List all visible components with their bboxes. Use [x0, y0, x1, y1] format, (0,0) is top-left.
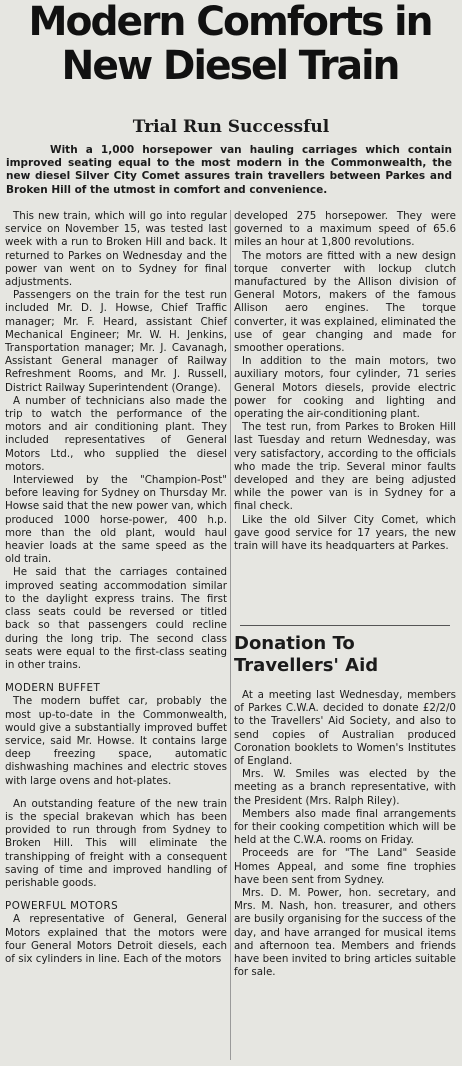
article-paragraph: The motors are fitted with a new design torque converter with lockup clutch manufactured by the Allison division of General Motors, makers of the famous Allison aero engines. The torque converter, it was explained, eliminated the use of gear changing and made for smoother operations. — [234, 249, 456, 355]
article-paragraph: In addition to the main motors, two auxiliary motors, four cylinder, 71 series General Motors diesels, provide electric power for cooking and lighting and operating the air-conditioning plant. — [234, 355, 456, 421]
section-heading-buffet: MODERN BUFFET — [5, 682, 101, 695]
donation-paragraph: Proceeds are for "The Land" Seaside Homes Appeal, and some fine trophies have been sent from Sydney. — [234, 847, 456, 886]
article-paragraph: An outstanding feature of the new train is the special brakevan which has been provided to run through from Sydney to Broken Hill. This will eliminate the transhipping of freight with a consequent saving of time and improved handling of perishable goods. — [5, 797, 227, 889]
donation-article — [234, 633, 456, 979]
divider-rule — [240, 625, 450, 626]
donation-paragraph: Mrs. D. M. Power, hon. secretary, and Mrs. M. Nash, hon. treasurer, and others are busily organising for the success of the day, and have arranged for musical items and afternoon tea. Members and friends have been invited to bring articles suitable for sale. — [234, 887, 456, 979]
headline — [9, 0, 452, 88]
donation-title — [234, 633, 456, 677]
column-divider — [230, 210, 231, 1060]
article-paragraph: A number of technicians also made the trip to watch the performance of the motors and air conditioning plant. They included representatives of General Motors Ltd., who supplied the diesel motors. — [5, 394, 227, 473]
subheadline: Trial Run Successful — [132, 117, 330, 137]
article-paragraph: He said that the carriages contained improved seating accommodation similar to the daylight express trains. The first class seats could be reversed or titled back so that passengers could recline during the long trip. The second class seats were equal to the first-class seating in other trains. — [5, 566, 227, 671]
donation-paragraph: Members also made final arrangements for their cooking competition which will be held at the C.W.A. rooms on Friday. — [234, 807, 456, 847]
donation-title-line-1: Donation To — [234, 633, 355, 654]
article-paragraph: Interviewed by the "Champion-Post" before leaving for Sydney on Thursday Mr. Howse said that the new power van, which produced 1000 horse-power, 400 h.p. more than the old plant, would haul heavier loads at the same speed as the old train. — [5, 474, 227, 566]
article-paragraph: Like the old Silver City Comet, which gave good service for 17 years, the new train will have its headquarters at Parkes. — [234, 513, 456, 553]
donation-body — [234, 689, 456, 979]
section-heading-motors: POWERFUL MOTORS — [5, 900, 119, 913]
donation-paragraph: At a meeting last Wednesday, members of Parkes C.W.A. decided to donate £2/2/0 to the Travellers' Aid Society, and also to send copies of Australian produced Coronation booklets to Women's Institutes of England. — [234, 689, 456, 768]
right-column — [234, 210, 456, 553]
article-paragraph: Passengers on the train for the test run included Mr. D. J. Howse, Chief Traffic manager; Mr. F. Heard, assistant Chief Mechanical Engineer; Mr. W. H. Jenkins, Transportation manager; Mr. J. Cavanagh, Assistant General manager of Railway Refreshment Rooms, and Mr. J. Russell, District Railway Superintendent (Orange). — [5, 289, 227, 394]
headline-line-2: New Diesel Train — [61, 43, 399, 89]
intro-text: With a 1,000 horsepower van hauling carriages which contain improved seating equal to the most modern in the Commonwealth, the new diesel Silver City Comet assures train travellers between Parkes and Broken Hill of the utmost in comfort and convenience. — [6, 144, 452, 196]
left-column — [5, 210, 227, 966]
article-paragraph: This new train, which will go into regular service on November 15, was tested last week with a run to Broken Hill and back. It returned to Parkes on Wednesday and the power van went on to Sydney for final adjustments. — [5, 210, 227, 289]
headline-line-1: Modern Comforts in — [28, 0, 432, 45]
article-paragraph: developed 275 horsepower. They were governed to a maximum speed of 65.6 miles an hour at 1,800 revolutions. — [234, 210, 456, 249]
donation-paragraph: Mrs. W. Smiles was elected by the meeting as a branch representative, with the President (Mrs. Ralph Riley). — [234, 768, 456, 807]
article-paragraph: The modern buffet car, probably the most up-to-date in the Commonwealth, would give a substantially improved buffet service, said Mr. Howse. It contains large deep freezing space, automatic dishwashing machines and electric stoves with large ovens and hot-plates. — [5, 695, 227, 787]
article-paragraph: A representative of General, General Motors explained that the motors were four General Motors Detroit diesels, each of six cylinders in line. Each of the motors — [5, 913, 227, 965]
donation-title-line-2: Travellers' Aid — [234, 655, 379, 676]
article-paragraph: The test run, from Parkes to Broken Hill last Tuesday and return Wednesday, was very satisfactory, according to the officials who made the trip. Several minor faults developed and they are being adjusted while the power van is in Sydney for a final check. — [234, 421, 456, 513]
intro-paragraph — [6, 144, 452, 197]
